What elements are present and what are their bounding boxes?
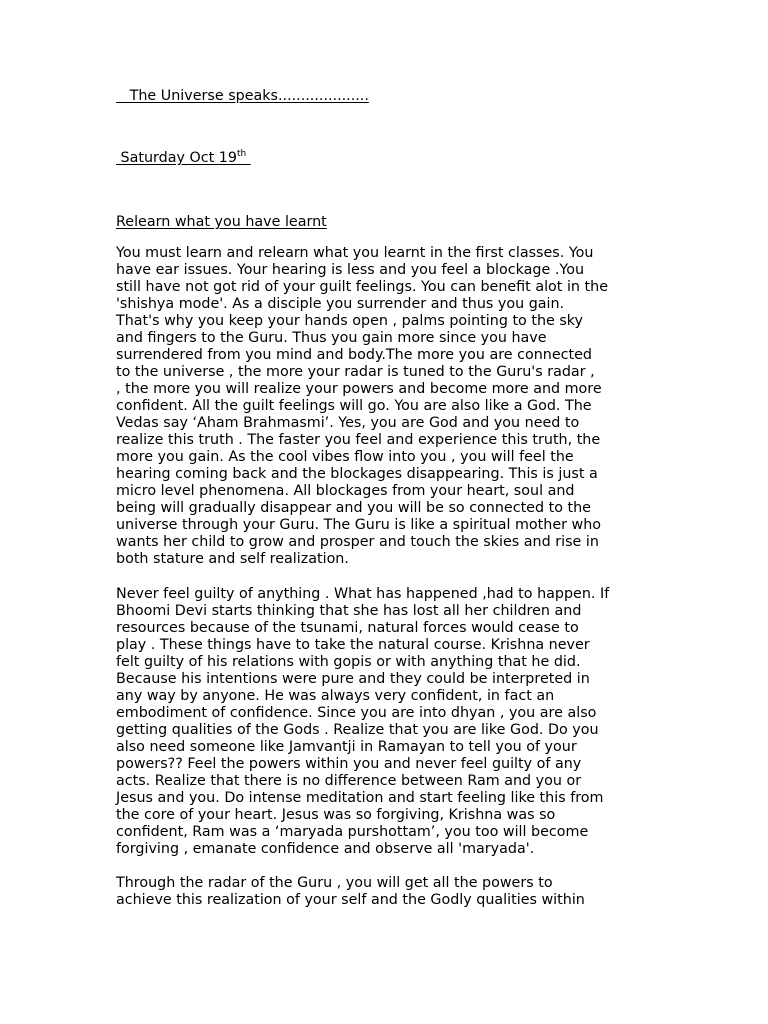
paragraph-line: , the more you will realize your powers and become more and more bbox=[116, 381, 602, 397]
paragraph-line: still have not got rid of your guilt feelings. You can benefit alot in the bbox=[116, 279, 608, 295]
paragraph-line: any way by anyone. He was always very confident, in fact an bbox=[116, 688, 555, 704]
date-ordinal-suffix: th bbox=[236, 149, 247, 159]
paragraph-line: Because his intentions were pure and they could be interpreted in bbox=[116, 671, 590, 687]
paragraph-line: and fingers to the Guru. Thus you gain more since you have bbox=[116, 330, 547, 346]
paragraph-line: both stature and self realization. bbox=[116, 551, 349, 567]
paragraph-line: That's why you keep your hands open , palms pointing to the sky bbox=[116, 313, 584, 329]
paragraph-line: surrendered from you mind and body.The more you are connected bbox=[116, 347, 592, 363]
section-heading: Relearn what you have learnt bbox=[116, 214, 327, 230]
paragraph-line: Vedas say ‘Aham Brahmasmi’. Yes, you are God and you need to bbox=[116, 415, 580, 431]
paragraph-line: Never feel guilty of anything . What has happened ,had to happen. If bbox=[116, 586, 610, 602]
paragraph-line: getting qualities of the Gods . Realize that you are like God. Do you bbox=[116, 722, 599, 738]
date-text: Saturday Oct 19 bbox=[116, 150, 237, 166]
paragraph-line: resources because of the tsunami, natural forces would cease to bbox=[116, 620, 579, 636]
document-date bbox=[116, 150, 251, 167]
paragraph-line: acts. Realize that there is no difference between Ram and you or bbox=[116, 773, 582, 789]
paragraph-line: Bhoomi Devi starts thinking that she has lost all her children and bbox=[116, 603, 582, 619]
paragraph-line: powers?? Feel the powers within you and never feel guilty of any bbox=[116, 756, 582, 772]
paragraph-line: being will gradually disappear and you will be so connected to the bbox=[116, 500, 591, 516]
paragraph-line: forgiving , emanate confidence and observe all 'maryada'. bbox=[116, 841, 535, 857]
paragraph-line: have ear issues. Your hearing is less and you feel a blockage .You bbox=[116, 262, 585, 278]
document-title: The Universe speaks.................... bbox=[116, 88, 369, 104]
paragraph-line: wants her child to grow and prosper and touch the skies and rise in bbox=[116, 534, 599, 550]
paragraph-line: achieve this realization of your self and the Godly qualities within bbox=[116, 892, 585, 908]
body-paragraph-2 bbox=[116, 586, 656, 858]
paragraph-line: micro level phenomena. All blockages from your heart, soul and bbox=[116, 483, 575, 499]
paragraph-line: confident. All the guilt feelings will go. You are also like a God. The bbox=[116, 398, 592, 414]
paragraph-line: 'shishya mode'. As a disciple you surrender and thus you gain. bbox=[116, 296, 565, 312]
paragraph-line: to the universe , the more your radar is tuned to the Guru's radar , bbox=[116, 364, 595, 380]
body-paragraph-3 bbox=[116, 875, 656, 909]
paragraph-line: the core of your heart. Jesus was so forgiving, Krishna was so bbox=[116, 807, 556, 823]
paragraph-line: confident, Ram was a ‘maryada purshottam’, you too will become bbox=[116, 824, 589, 840]
body-paragraph-1 bbox=[116, 245, 656, 568]
paragraph-line: embodiment of confidence. Since you are into dhyan , you are also bbox=[116, 705, 597, 721]
paragraph-line: You must learn and relearn what you learnt in the first classes. You bbox=[116, 245, 594, 261]
paragraph-line: felt guilty of his relations with gopis or with anything that he did. bbox=[116, 654, 581, 670]
paragraph-line: realize this truth . The faster you feel and experience this truth, the bbox=[116, 432, 601, 448]
paragraph-line: play . These things have to take the natural course. Krishna never bbox=[116, 637, 590, 653]
paragraph-line: Through the radar of the Guru , you will get all the powers to bbox=[116, 875, 553, 891]
paragraph-line: more you gain. As the cool vibes flow into you , you will feel the bbox=[116, 449, 574, 465]
date-trailing-space bbox=[246, 150, 251, 166]
paragraph-line: Jesus and you. Do intense meditation and start feeling like this from bbox=[116, 790, 604, 806]
paragraph-line: also need someone like Jamvantji in Ramayan to tell you of your bbox=[116, 739, 577, 755]
paragraph-line: hearing coming back and the blockages disappearing. This is just a bbox=[116, 466, 598, 482]
paragraph-line: universe through your Guru. The Guru is like a spiritual mother who bbox=[116, 517, 602, 533]
